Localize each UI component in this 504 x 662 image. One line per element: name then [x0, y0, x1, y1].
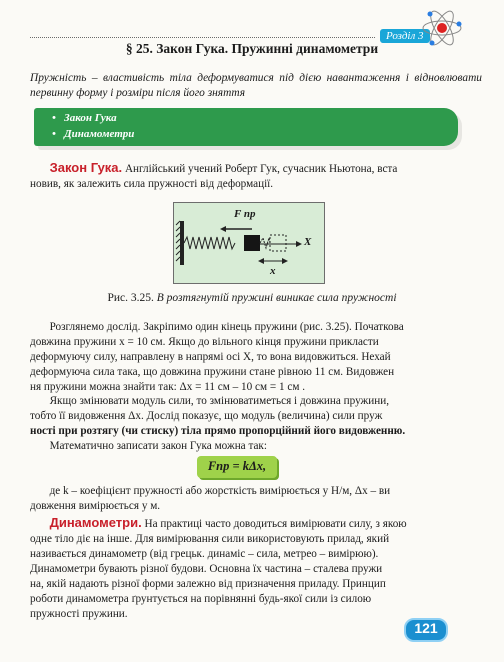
figure-caption: Рис. 3.25. В розтягнутій пружині виникає сила пружності: [107, 292, 397, 304]
page-title: § 25. Закон Гука. Пружинні динамометри: [125, 41, 379, 56]
keyword-item: • Закон Гука: [52, 112, 117, 124]
hooke-heading: Закон Гука.: [49, 160, 123, 175]
hooke-formula: Fпр = kΔx,: [207, 459, 267, 473]
where-paragraph: де k – коефіцієнт пружності або жорсткість вимірюється у Н/м, Δx – ви довження вимірюється у м.: [30, 485, 391, 512]
keyword-item: • Динамометри: [52, 128, 135, 140]
figure-3-25: [173, 202, 325, 284]
page-number: 121: [414, 620, 438, 636]
intro-definition: Пружність – властивість тіла деформуватися під дією навантаження і відновлювати первинну форму і розміри після його зняття: [30, 72, 482, 99]
x-dimension-label: x: [270, 265, 276, 277]
axis-label: X: [304, 236, 312, 248]
dynamometer-heading: Динамометри.: [49, 515, 142, 530]
header-line: [30, 37, 375, 38]
dynamometer-paragraph: Динамометри. На практиці часто доводиться вимірювати силу, з якою одне тіло діє на інше. Для вимірювання сили використовують прилад, який називається динамометр (від грецьк. динаміс – сила, метрео – вимірюю). Динамометри бувають різної будови. Основна їх частина – сталева пружи на, якій надають різної форми залежно від призначення приладу. Принцип роботи динамометра ґрунтується на порівнянні будь-якої сили із силою пружності пружини.: [30, 515, 407, 620]
force-label: F пр: [234, 208, 256, 220]
section-label: Розділ 3: [380, 29, 430, 43]
bullet-icon: •: [52, 112, 56, 124]
math-line: Математично записати закон Гука можна так:: [49, 440, 267, 452]
hooke-paragraph: Закон Гука. Англійський учений Роберт Гук, сучасник Ньютона, вста новив, як залежить сила пружності від деформації.: [30, 160, 398, 190]
experiment-paragraph: Розглянемо дослід. Закріпимо один кінець пружини (рис. 3.25). Початкова довжина пружини x = 10 см. Якщо до вільного кінця пружини прикласти деформуючу силу, направлену в напрямі осі X, то вона видовжиться. Нехай деформуюча сила така, що довжина пружини стане рівною 11 см. Видовжен ня пружини можна знайти так: Δx = 11 см – 10 см = 1 см .: [30, 321, 404, 393]
change-paragraph: Якщо змінювати модуль сили, то змінюватиметься і довжина пружини, тобто її видовження Δx. Дослід показує, що модуль (величина) сили пруж ності при розтягу (чи стиску) тіла прямо пропорційний його видовженню.: [30, 395, 406, 437]
bullet-icon: •: [52, 128, 56, 140]
